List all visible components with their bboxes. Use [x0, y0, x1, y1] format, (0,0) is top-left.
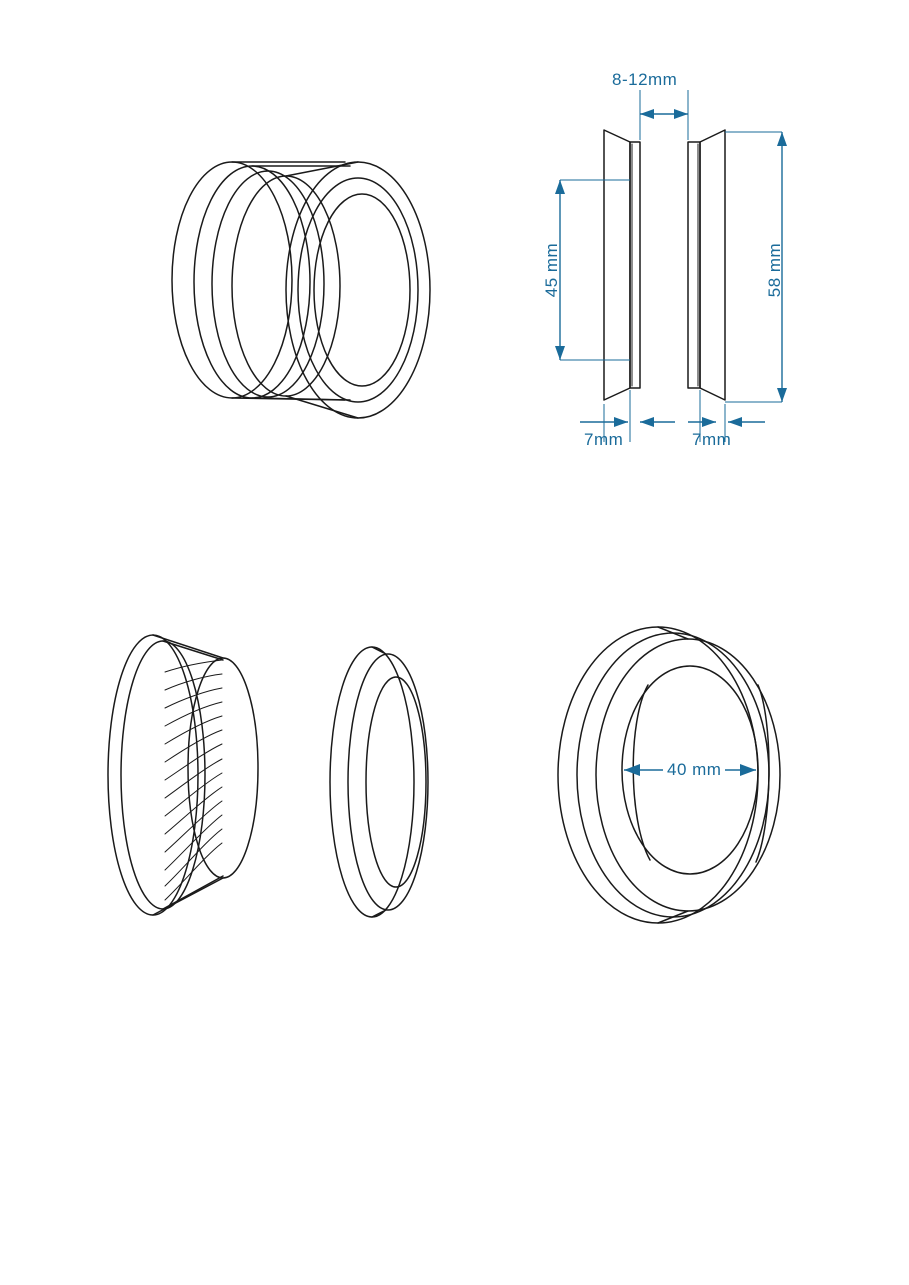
- dim-label-inner-height: 45 mm: [542, 242, 562, 298]
- view-iso-front-bottom-right: [528, 610, 838, 960]
- front-ring-bore: [314, 194, 410, 386]
- view-section-right: [520, 70, 860, 530]
- front-ring-mid: [298, 178, 418, 402]
- view-iso-assembled-top-left: [140, 110, 470, 470]
- view-exploded-ring-part: [320, 630, 460, 950]
- ring-mid: [348, 654, 428, 910]
- dim-label-glass-thickness: 8-12mm: [612, 70, 678, 89]
- dim-label-outer-height: 58 mm: [765, 242, 785, 298]
- front-ring-outer: [286, 162, 430, 418]
- section-right-flange: [700, 130, 725, 400]
- dim-label-flange-left-depth: 7mm: [584, 430, 624, 449]
- ring-outer: [330, 647, 414, 917]
- dim-label-bore-diameter: 40 mm: [667, 760, 722, 779]
- dim-label-flange-right-depth: 7mm: [692, 430, 732, 449]
- ring-bore: [366, 677, 426, 887]
- threaded-flange-inner: [121, 641, 205, 909]
- front-outer-ring: [558, 627, 758, 923]
